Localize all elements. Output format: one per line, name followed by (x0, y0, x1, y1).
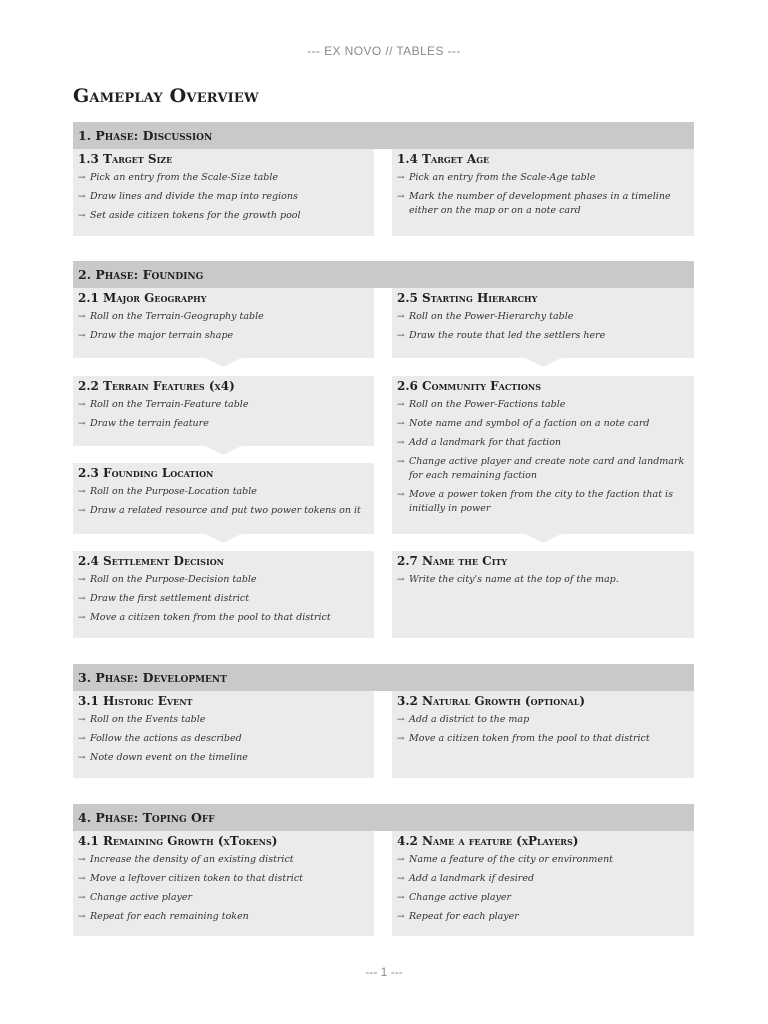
section-title: 2.6 Community Factions (397, 379, 542, 393)
section-2-4-settlement-decision (73, 551, 374, 638)
section-2-3-founding-location (73, 463, 374, 534)
phase-2-bar: 2. Phase: Founding (73, 261, 694, 288)
phase-1-bar: 1. Phase: Discussion (73, 122, 694, 149)
item-list (78, 171, 369, 223)
arrow-right-icon: → (78, 575, 86, 585)
arrow-right-icon: → (78, 855, 86, 865)
arrow-right-icon: → (397, 419, 405, 429)
list-item: → Change active player and create note card and landmark for each remaining faction (397, 456, 685, 481)
item-list (397, 171, 689, 218)
list-item: → Draw lines and divide the map into regions (78, 191, 298, 202)
list-item: → Set aside citizen tokens for the growth pool (78, 210, 301, 221)
section-2-5-starting-hierarchy (392, 288, 694, 358)
arrow-right-icon: → (78, 594, 86, 604)
arrow-right-icon: → (78, 715, 86, 725)
list-item: → Draw a related resource and put two power tokens on it (78, 505, 361, 516)
list-item: → Name a feature of the city or environment (397, 854, 613, 865)
section-2-1-major-geography (73, 288, 374, 358)
list-item: → Roll on the Purpose-Location table (78, 486, 257, 497)
list-item: → Add a district to the map (397, 714, 530, 725)
chevron-down-icon (205, 446, 241, 455)
phase-3-bar: 3. Phase: Development (73, 664, 694, 691)
list-item: → Roll on the Terrain-Feature table (78, 399, 249, 410)
chevron-down-icon (205, 358, 241, 367)
list-item: → Repeat for each remaining token (78, 911, 249, 922)
section-title: 1.3 Target Size (78, 152, 173, 166)
arrow-right-icon: → (397, 173, 405, 183)
arrow-right-icon: → (78, 506, 86, 516)
arrow-right-icon: → (397, 400, 405, 410)
arrow-right-icon: → (78, 874, 86, 884)
chevron-down-icon (525, 534, 561, 543)
arrow-right-icon: → (397, 874, 405, 884)
arrow-right-icon: → (78, 312, 86, 322)
arrow-right-icon: → (78, 912, 86, 922)
item-list (397, 853, 689, 924)
list-item: → Move a power token from the city to the faction that is initially in power (397, 489, 673, 514)
section-title: 3.1 Historic Event (78, 694, 193, 708)
section-title: 1.4 Target Age (397, 152, 490, 166)
item-list (78, 310, 369, 343)
section-3-1-historic-event (73, 691, 374, 778)
section-title: 4.2 Name a feature (xPlayers) (397, 834, 579, 848)
section-2-2-terrain-features (73, 376, 374, 446)
page-number: --- 1 --- (365, 965, 403, 979)
chevron-down-icon (525, 358, 561, 367)
arrow-right-icon: → (397, 490, 405, 500)
list-item: → Increase the density of an existing district (78, 854, 294, 865)
list-item: → Change active player (397, 892, 512, 903)
list-item: → Change active player (78, 892, 193, 903)
arrow-right-icon: → (78, 419, 86, 429)
section-title: 3.2 Natural Growth (optional) (397, 694, 586, 708)
page-title: Gameplay Overview (73, 85, 259, 107)
section-1-3-target-size (73, 149, 374, 236)
section-2-7-name-the-city (392, 551, 694, 638)
arrow-right-icon: → (78, 613, 86, 623)
section-4-1-remaining-growth (73, 831, 374, 936)
section-4-2-name-a-feature (392, 831, 694, 936)
chevron-down-icon (205, 534, 241, 543)
list-item: → Move a citizen token from the pool to that district (78, 612, 331, 623)
list-item: → Draw the major terrain shape (78, 330, 234, 341)
item-list (397, 310, 689, 343)
arrow-right-icon: → (397, 575, 405, 585)
arrow-right-icon: → (397, 331, 405, 341)
list-item: → Draw the route that led the settlers here (397, 330, 606, 341)
arrow-right-icon: → (397, 457, 405, 467)
page-header: --- EX NOVO // TABLES --- (307, 44, 461, 58)
list-item: → Mark the number of development phases in a timeline either on the map or on a note card (397, 191, 671, 216)
arrow-right-icon: → (78, 173, 86, 183)
arrow-right-icon: → (397, 438, 405, 448)
list-item: → Roll on the Purpose-Decision table (78, 574, 257, 585)
list-item: → Move a leftover citizen token to that district (78, 873, 303, 884)
list-item: → Draw the terrain feature (78, 418, 209, 429)
section-title: 2.4 Settlement Decision (78, 554, 224, 568)
item-list (397, 713, 689, 746)
list-item: → Draw the first settlement district (78, 593, 250, 604)
arrow-right-icon: → (397, 912, 405, 922)
list-item: → Roll on the Events table (78, 714, 206, 725)
arrow-right-icon: → (397, 893, 405, 903)
arrow-right-icon: → (397, 192, 405, 202)
list-item: → Write the city's name at the top of the map. (397, 574, 619, 585)
list-item: → Roll on the Power-Hierarchy table (397, 311, 574, 322)
arrow-right-icon: → (78, 487, 86, 497)
list-item: → Note down event on the timeline (78, 752, 248, 763)
arrow-right-icon: → (78, 331, 86, 341)
section-title: 2.2 Terrain Features (x4) (78, 379, 235, 393)
list-item: → Add a landmark for that faction (397, 437, 562, 448)
phase-4-bar: 4. Phase: Toping Off (73, 804, 694, 831)
arrow-right-icon: → (78, 192, 86, 202)
list-item: → Pick an entry from the Scale-Age table (397, 172, 596, 183)
list-item: → Add a landmark if desired (397, 873, 535, 884)
arrow-right-icon: → (78, 893, 86, 903)
item-list (78, 853, 369, 924)
item-list (78, 573, 369, 625)
arrow-right-icon: → (78, 211, 86, 221)
section-title: 2.3 Founding Location (78, 466, 214, 480)
list-item: → Move a citizen token from the pool to that district (397, 733, 650, 744)
item-list (397, 398, 689, 516)
arrow-right-icon: → (78, 734, 86, 744)
arrow-right-icon: → (397, 734, 405, 744)
arrow-right-icon: → (397, 312, 405, 322)
list-item: → Pick an entry from the Scale-Size table (78, 172, 278, 183)
arrow-right-icon: → (78, 400, 86, 410)
section-title: 2.1 Major Geography (78, 291, 207, 305)
section-title: 2.5 Starting Hierarchy (397, 291, 538, 305)
item-list (78, 398, 369, 431)
section-3-2-natural-growth (392, 691, 694, 778)
section-title: 4.1 Remaining Growth (xTokens) (78, 834, 278, 848)
arrow-right-icon: → (397, 715, 405, 725)
section-title: 2.7 Name the City (397, 554, 508, 568)
arrow-right-icon: → (397, 855, 405, 865)
arrow-right-icon: → (78, 753, 86, 763)
section-1-4-target-age (392, 149, 694, 236)
section-2-6-community-factions (392, 376, 694, 534)
list-item: → Roll on the Power-Factions table (397, 399, 566, 410)
list-item: → Roll on the Terrain-Geography table (78, 311, 264, 322)
item-list (78, 713, 369, 765)
item-list (78, 485, 369, 518)
list-item: → Repeat for each player (397, 911, 519, 922)
list-item: → Follow the actions as described (78, 733, 242, 744)
list-item: → Note name and symbol of a faction on a note card (397, 418, 650, 429)
item-list (397, 573, 689, 587)
